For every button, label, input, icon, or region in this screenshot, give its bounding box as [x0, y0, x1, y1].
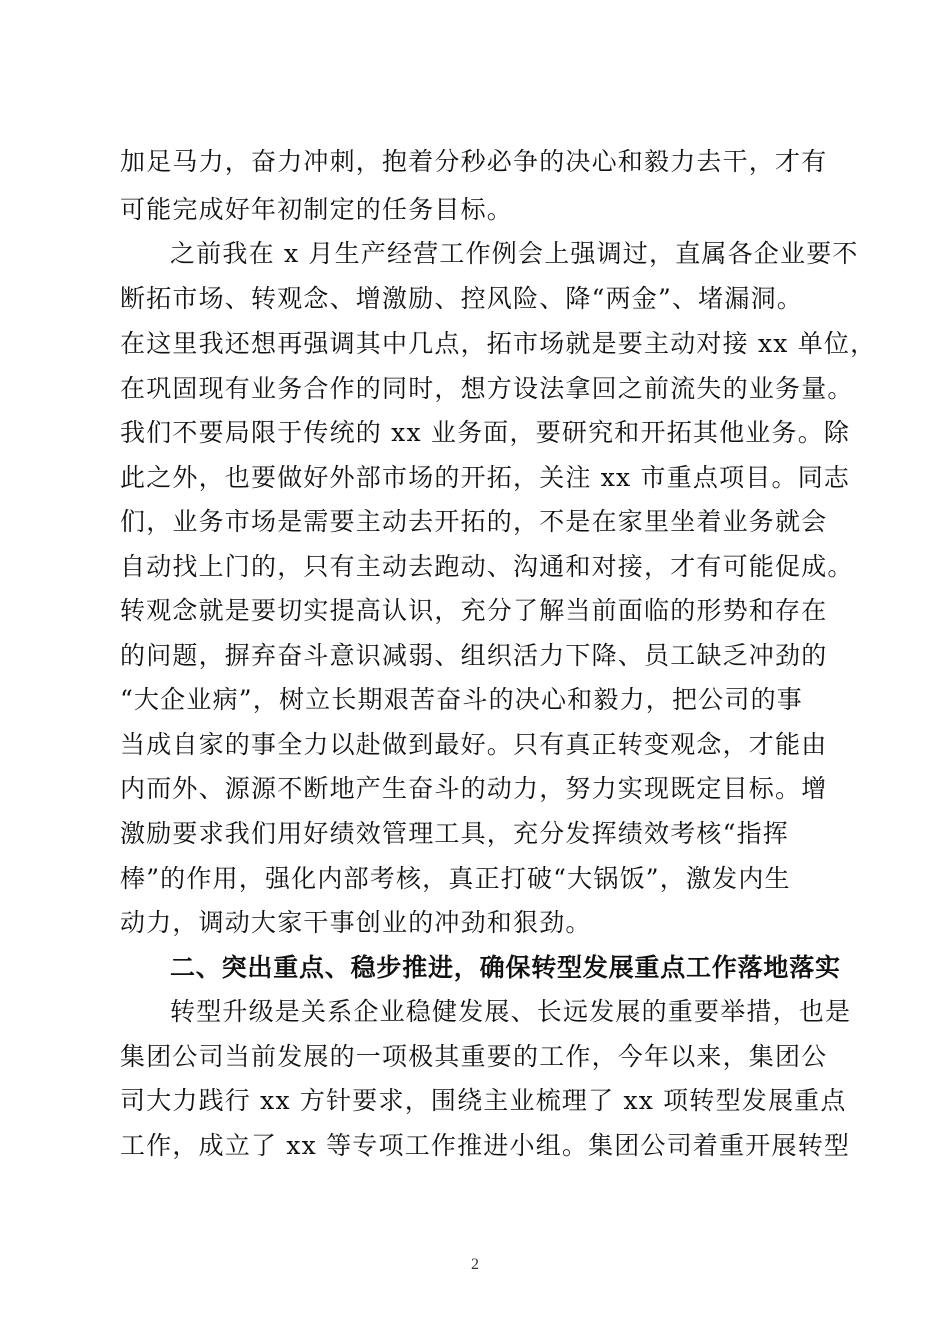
paragraph-2-line-3: 在这里我还想再强调其中几点，拓市场就是要主动对接 xx 单位，: [120, 329, 877, 358]
paragraph-2-line-7: 们，业务市场是需要主动去开拓的，不是在家里坐着业务就会: [120, 507, 828, 536]
paragraph-2-line-15: 棒”的作用，强化内部考核，真正打破“大锅饭”，激发内生: [120, 864, 791, 893]
paragraph-2-line-6: 此之外，也要做好外部市场的开拓，关注 xx 市重点项目。同志: [120, 463, 851, 492]
paragraph-2-line-8: 自动找上门的，只有主动去跑动、沟通和对接，才有可能促成。: [120, 552, 854, 581]
paragraph-2-line-16: 动力，调动大家干事创业的冲劲和狠劲。: [120, 908, 592, 937]
paragraph-2-line-14: 激励要求我们用好绩效管理工具，充分发挥绩效考核“指挥: [120, 819, 789, 848]
paragraph-1-line-2: 可能完成好年初制定的任务目标。: [120, 195, 514, 224]
page-number: 2: [471, 1256, 479, 1273]
paragraph-3-line-1: 转型升级是关系企业稳健发展、长远发展的重要举措，也是: [170, 997, 852, 1026]
paragraph-3-line-3: 司大力践行 xx 方针要求，围绕主业梳理了 xx 项转型发展重点: [120, 1086, 847, 1115]
paragraph-3-line-2: 集团公司当前发展的一项极其重要的工作，今年以来，集团公: [120, 1042, 828, 1071]
paragraph-2-line-11: “大企业病”，树立长期艰苦奋斗的决心和毅力，把公司的事: [120, 685, 803, 714]
paragraph-2-line-13: 内而外、源源不断地产生奋斗的动力，努力实现既定目标。增: [120, 774, 828, 803]
paragraph-2-line-12: 当成自家的事全力以赴做到最好。只有真正转变观念，才能由: [120, 730, 828, 759]
paragraph-2-line-1: 之前我在 x 月生产经营工作例会上强调过，直属各企业要不: [170, 239, 859, 268]
paragraph-1-line-1: 加足马力，奋力冲刺，抱着分秒必争的决心和毅力去干，才有: [120, 147, 828, 176]
paragraph-2-line-9: 转观念就是要切实提高认识，充分了解当前面临的形势和存在: [120, 596, 828, 625]
paragraph-2-line-4: 在巩固现有业务合作的同时，想方设法拿回之前流失的业务量。: [120, 374, 854, 403]
paragraph-3-line-4: 工作，成立了 xx 等专项工作推进小组。集团公司着重开展转型: [120, 1131, 851, 1160]
section-heading: 二、突出重点、稳步推进，确保转型发展重点工作落地落实: [170, 953, 841, 982]
paragraph-2-line-10: 的问题，摒弃奋斗意识减弱、组织活力下降、员工缺乏冲劲的: [120, 641, 828, 670]
paragraph-2-line-5: 我们不要局限于传统的 xx 业务面，要研究和开拓其他业务。除: [120, 418, 851, 447]
paragraph-2-line-2: 断拓市场、转观念、增激励、控风险、降“两金”、堵漏洞。: [120, 284, 803, 313]
